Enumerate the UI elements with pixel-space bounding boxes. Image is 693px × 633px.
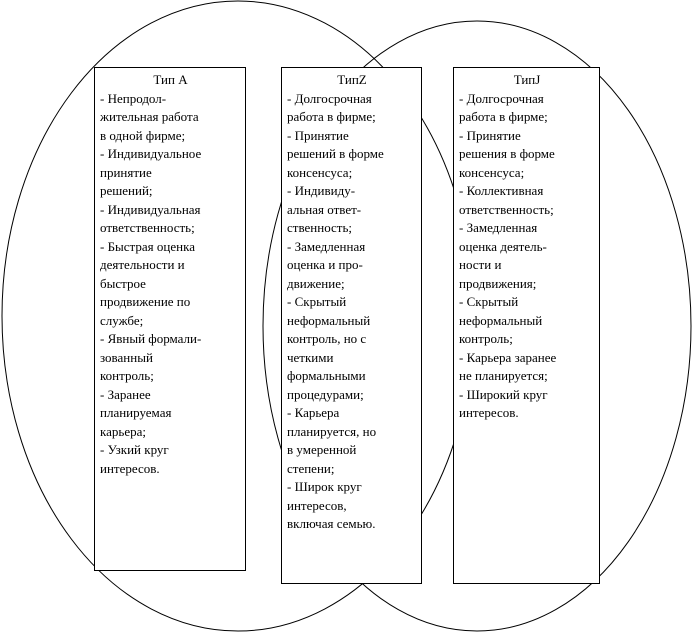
characteristic-line: - Узкий круг xyxy=(100,442,169,457)
characteristic-line: включая семью. xyxy=(287,516,376,531)
characteristic-line: - Принятие xyxy=(459,127,521,143)
characteristic-line: ности и xyxy=(459,257,502,272)
characteristic-line: зованный xyxy=(100,349,153,365)
characteristic-line: - Быстрая оценка xyxy=(100,238,195,254)
characteristic-line: деятельности и xyxy=(100,257,185,272)
characteristic-line: - Заранее xyxy=(100,386,151,402)
type-a-title: Тип А xyxy=(153,72,188,87)
characteristic-line: процедурами; xyxy=(287,386,364,402)
characteristic-line: консенсуса; xyxy=(459,164,525,180)
characteristic-line: - Скрытый xyxy=(287,294,347,309)
type-z-title: ТипZ xyxy=(337,72,367,87)
characteristic-line: решений; xyxy=(100,183,153,198)
characteristic-line: консенсуса; xyxy=(287,164,353,180)
characteristic-line: планируемая xyxy=(100,405,172,420)
characteristic-line: контроль; xyxy=(100,368,154,383)
characteristic-line: решений в форме xyxy=(287,146,384,161)
characteristic-line: альная ответ- xyxy=(287,201,362,217)
characteristic-line: контроль; xyxy=(459,331,513,346)
characteristic-line: четкими xyxy=(287,349,334,365)
characteristic-line: - Долгосрочная xyxy=(459,90,544,106)
characteristic-line: ответственность; xyxy=(100,220,195,235)
characteristic-line: интересов. xyxy=(100,460,160,476)
characteristic-line: - Явный формали- xyxy=(100,331,202,346)
type-j-characteristics xyxy=(459,90,595,423)
characteristic-line: принятие xyxy=(100,164,152,180)
characteristic-line: в одной фирме; xyxy=(100,127,186,143)
type-j-box xyxy=(453,67,600,584)
characteristic-line: оценка деятель- xyxy=(459,238,547,254)
characteristic-line: ственность; xyxy=(287,220,353,235)
characteristic-line: планируется, но xyxy=(287,423,377,439)
characteristic-line: быстрое xyxy=(100,275,146,291)
characteristic-line: - Коллективная xyxy=(459,183,544,198)
characteristic-line: в умеренной xyxy=(287,442,357,457)
characteristic-line: контроль, но с xyxy=(287,331,367,346)
characteristic-line: - Замедленная xyxy=(287,238,366,254)
characteristic-line: ответственность; xyxy=(459,201,554,217)
characteristic-line: - Широкий круг xyxy=(459,386,548,402)
characteristic-line: - Индивидуальная xyxy=(100,201,201,217)
type-z-characteristics xyxy=(287,90,417,534)
characteristic-line: степени; xyxy=(287,460,335,476)
type-z-box xyxy=(281,67,422,584)
characteristic-line: продвижение по xyxy=(100,294,191,309)
type-j-title: ТипJ xyxy=(513,72,541,87)
characteristic-line: - Скрытый xyxy=(459,294,519,309)
characteristic-line: оценка и про- xyxy=(287,257,363,272)
characteristic-line: - Карьера заранее xyxy=(459,349,557,365)
type-a-characteristics xyxy=(100,90,241,479)
characteristic-line: жительная работа xyxy=(100,109,199,124)
characteristic-line: решения в форме xyxy=(459,146,555,161)
characteristic-line: интересов. xyxy=(459,405,519,420)
characteristic-line: продвижения; xyxy=(459,275,537,291)
type-a-box xyxy=(94,67,246,571)
characteristic-line: - Карьера xyxy=(287,405,340,420)
characteristic-line: - Широк круг xyxy=(287,479,362,494)
characteristic-line: неформальный xyxy=(459,312,543,328)
characteristic-line: работа в фирме; xyxy=(287,109,376,124)
characteristic-line: - Замедленная xyxy=(459,220,538,235)
characteristic-line: - Принятие xyxy=(287,127,349,143)
characteristic-line: карьера; xyxy=(100,423,146,439)
characteristic-line: - Индивидуальное xyxy=(100,146,202,161)
characteristic-line: работа в фирме; xyxy=(459,109,548,124)
characteristic-line: формальными xyxy=(287,368,366,383)
characteristic-line: - Индивиду- xyxy=(287,183,356,198)
characteristic-line: - Непродол- xyxy=(100,90,167,106)
characteristic-line: службе; xyxy=(100,312,144,328)
characteristic-line: не планируется; xyxy=(459,368,548,383)
characteristic-line: движение; xyxy=(287,275,345,291)
characteristic-line: неформальный xyxy=(287,312,371,328)
characteristic-line: интересов, xyxy=(287,497,347,513)
characteristic-line: - Долгосрочная xyxy=(287,90,372,106)
